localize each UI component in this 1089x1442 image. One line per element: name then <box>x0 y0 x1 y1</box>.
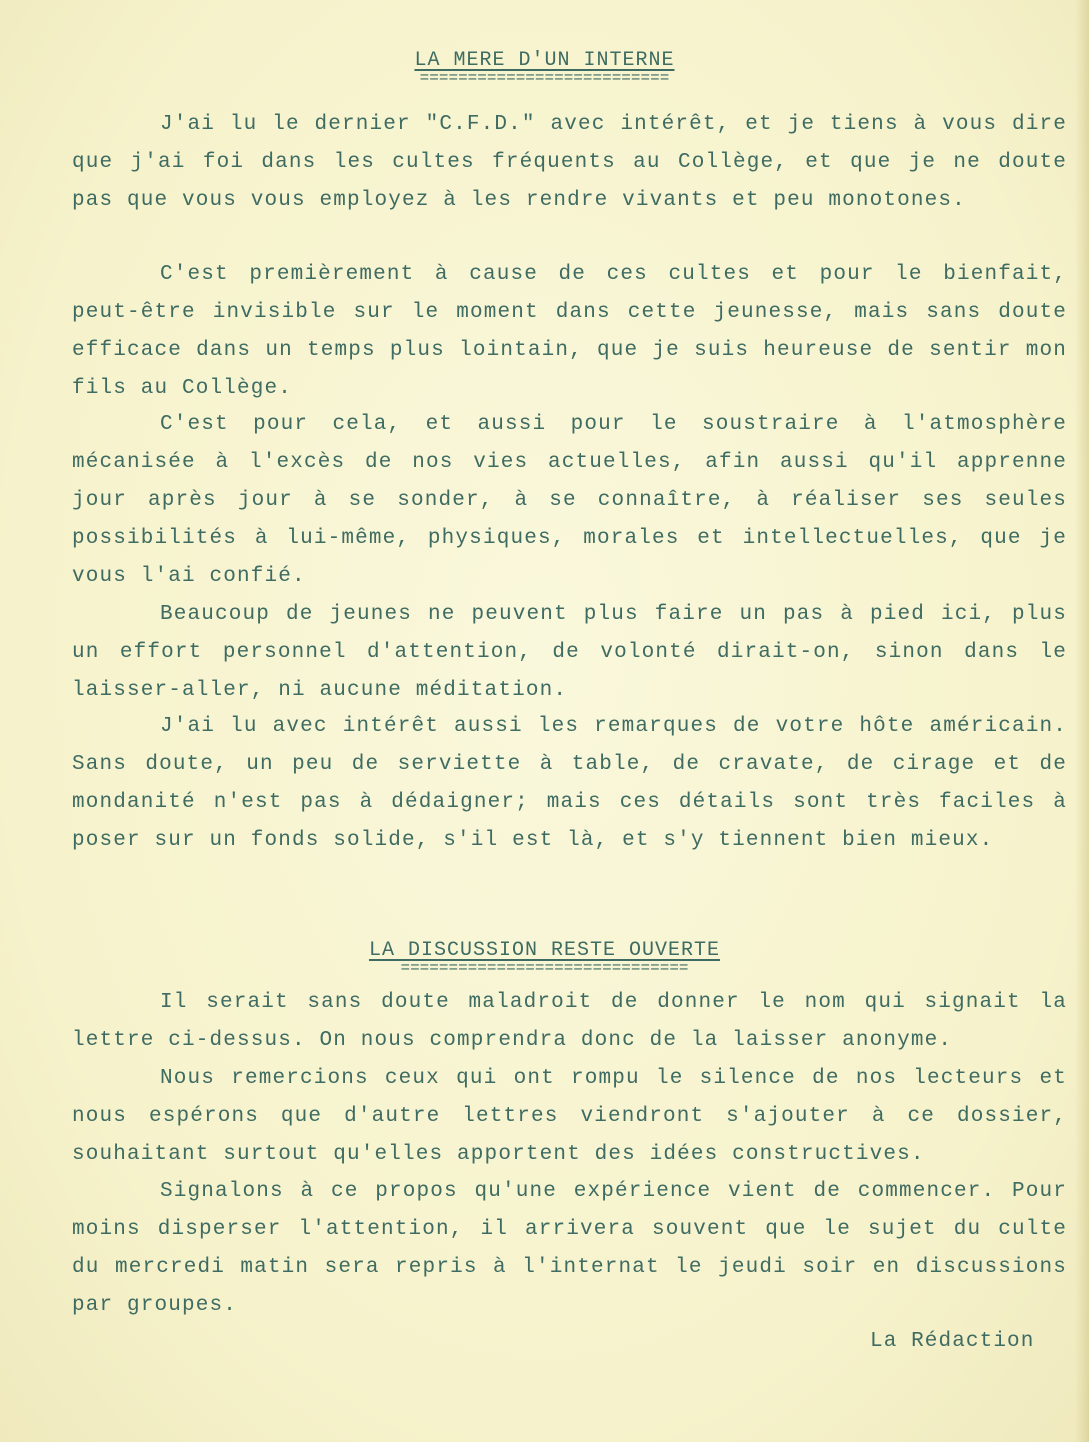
section-1-heading <box>0 49 1089 87</box>
section-2-paragraph-3: Signalons à ce propos qu'une expérience vient de commencer. Pour moins disperser l'attention, il arrivera souvent que le sujet du culte du mercredi matin sera repris à l'internat le jeudi soir en discussions par groupes. <box>72 1180 1067 1317</box>
section-1-paragraph-5: J'ai lu avec intérêt aussi les remarques de votre hôte américain. Sans doute, un peu de serviette à table, de cravate, de cirage et de mondanité n'est pas à dédaigner; mais ces détails sont très faciles à poser sur un fonds solide, s'il est là, et s'y tiennent bien mieux. <box>72 715 1067 852</box>
section-1-paragraph-4: Beaucoup de jeunes ne peuvent plus faire un pas à pied ici, plus un effort personnel d'attention, de volonté dirait-on, sinon dans le laisser-aller, ni aucune méditation. <box>72 603 1067 702</box>
section-2-paragraph-2: Nous remercions ceux qui ont rompu le silence de nos lecteurs et nous espérons que d'autre lettres viendront s'ajouter à ce dossier, souhaitant surtout qu'elles apportent des idées constructives. <box>72 1067 1067 1166</box>
signature: La Rédaction <box>870 1330 1035 1353</box>
section-1-paragraph-2: C'est premièrement à cause de ces cultes et pour le bienfait, peut-être invisible sur le moment dans cette jeunesse, mais sans doute efficace dans un temps plus lointain, que je suis heureuse de sentir mon fils au Collège. <box>72 263 1067 400</box>
section-2-title-rule: ============================== <box>400 959 689 977</box>
section-1-paragraph-3: C'est pour cela, et aussi pour le soustraire à l'atmosphère mécanisée à l'excès de nos vies actuelles, afin aussi qu'il apprenne jour après jour à se sonder, à se connaître, à réaliser ses seules possibilités à lui-même, physiques, morales et intellectuelles, que je vous l'ai confié. <box>72 413 1067 588</box>
section-2-heading <box>0 939 1089 977</box>
section-2-paragraph-1: Il serait sans doute maladroit de donner le nom qui signait la lettre ci-dessus. On nous comprendra donc de la laisser anonyme. <box>72 991 1067 1052</box>
section-1-paragraph-1: J'ai lu le dernier "C.F.D." avec intérêt, et je tiens à vous dire que j'ai foi dans les cultes fréquents au Collège, et que je ne doute pas que vous vous employez à les rendre vivants et peu monotones. <box>72 113 1067 212</box>
section-2-title: LA DISCUSSION RESTE OUVERTE <box>368 939 721 962</box>
section-1-title-rule: ========================== <box>419 69 670 87</box>
section-1-title: LA MERE D'UN INTERNE <box>414 49 675 72</box>
paper-edge <box>1075 0 1089 1442</box>
